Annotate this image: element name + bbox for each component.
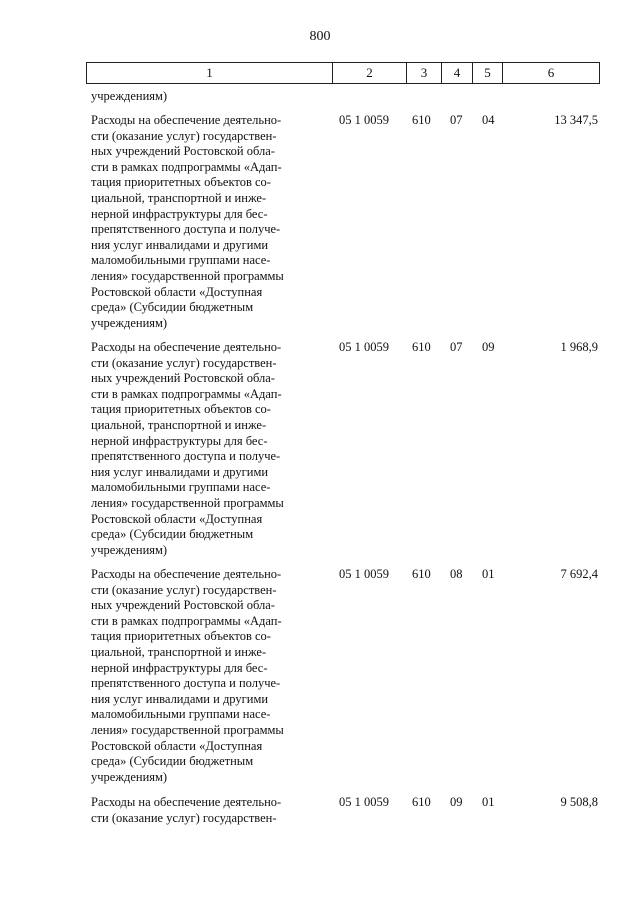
- row-amount: 1 968,9: [560, 340, 598, 354]
- header-col-5: 5: [472, 63, 502, 83]
- table-row: [0, 113, 640, 330]
- row-program-code: 05 1 0059: [339, 113, 389, 127]
- row-description: Расходы на обеспечение деятельно- сти (оказание услуг) государствен- ных учреждений Ростовской обла- сти в рамках подпрограммы «Адап- тация приоритетных объектов со- циальной, транспортной и инже- нерной инфраструктуры для бес- препятственного доступа и получе- ния услуг инвалидами и другими маломобильными группами насе- ления» государственной программы Ростовской области «Доступная среда» (Субсидии бюджетным учреждениям): [91, 113, 284, 330]
- header-col-3: 3: [406, 63, 441, 83]
- row-expense-type: 610: [412, 567, 431, 581]
- row-section: 07: [450, 113, 463, 127]
- row-section: 07: [450, 340, 463, 354]
- row-amount: 9 508,8: [560, 795, 598, 809]
- table-header: [86, 62, 600, 84]
- row-subsection: 01: [482, 567, 495, 581]
- row-description: Расходы на обеспечение деятельно- сти (оказание услуг) государствен-: [91, 795, 282, 825]
- row-expense-type: 610: [412, 795, 431, 809]
- page-number: 800: [309, 29, 331, 44]
- header-col-1: 1: [206, 65, 213, 80]
- row-program-code: 05 1 0059: [339, 567, 389, 581]
- table-row: [0, 567, 640, 784]
- header-col-4: 4: [441, 63, 472, 83]
- table-row: [0, 340, 640, 557]
- row-section: 08: [450, 567, 463, 581]
- row-description: Расходы на обеспечение деятельно- сти (оказание услуг) государствен- ных учреждений Ростовской обла- сти в рамках подпрограммы «Адап- тация приоритетных объектов со- циальной, транспортной и инже- нерной инфраструктуры для бес- препятственного доступа и получе- ния услуг инвалидами и другими маломобильными группами насе- ления» государственной программы Ростовской области «Доступная среда» (Субсидии бюджетным учреждениям): [91, 567, 284, 784]
- table-row: [0, 795, 640, 825]
- carry-over-text: учреждениям): [91, 89, 168, 103]
- row-amount: 7 692,4: [560, 567, 598, 581]
- row-section: 09: [450, 795, 463, 809]
- row-subsection: 01: [482, 795, 495, 809]
- row-subsection: 04: [482, 113, 495, 127]
- row-subsection: 09: [482, 340, 495, 354]
- header-col-2: 2: [332, 63, 406, 83]
- row-description: Расходы на обеспечение деятельно- сти (оказание услуг) государствен- ных учреждений Ростовской обла- сти в рамках подпрограммы «Адап- тация приоритетных объектов со- циальной, транспортной и инже- нерной инфраструктуры для бес- препятственного доступа и получе- ния услуг инвалидами и другими маломобильными группами насе- ления» государственной программы Ростовской области «Доступная среда» (Субсидии бюджетным учреждениям): [91, 340, 284, 557]
- row-amount: 13 347,5: [554, 113, 598, 127]
- row-expense-type: 610: [412, 340, 431, 354]
- row-program-code: 05 1 0059: [339, 795, 389, 809]
- header-col-6: 6: [502, 63, 599, 83]
- row-program-code: 05 1 0059: [339, 340, 389, 354]
- row-expense-type: 610: [412, 113, 431, 127]
